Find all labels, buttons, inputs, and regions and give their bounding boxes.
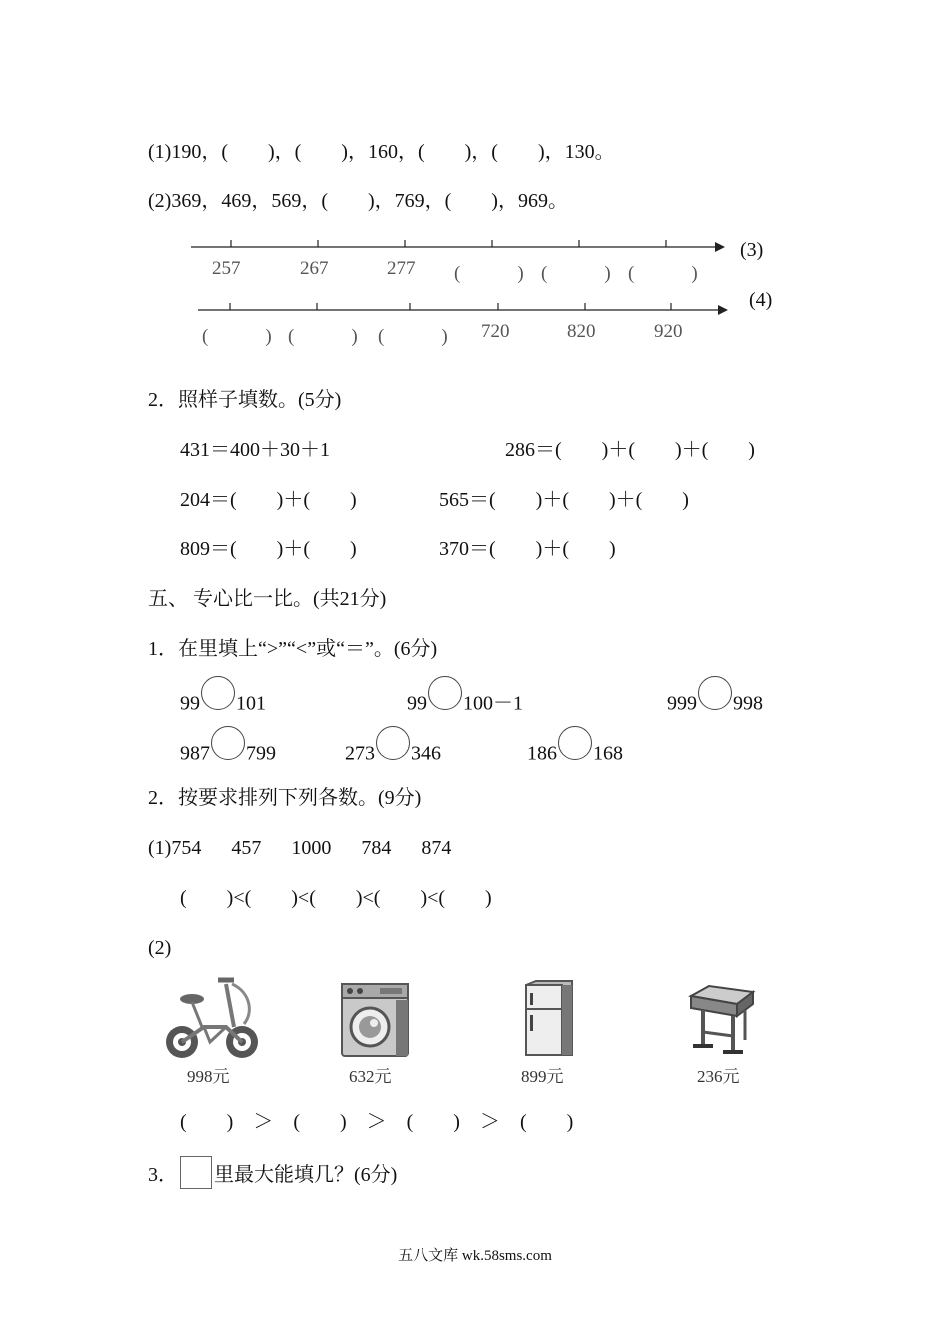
compare-circle[interactable] [698, 676, 732, 710]
part-2-label: (2) [148, 937, 172, 959]
compare-circle[interactable] [558, 726, 592, 760]
tick-label: 267 [300, 258, 329, 279]
sequence-line-1: (1)190，( )，( )，160，( )，( )，130。 [148, 141, 615, 163]
price-bicycle: 998元 [187, 1067, 230, 1086]
comparison-item: 987 799 [180, 738, 276, 772]
order-numbers: (1)754 457 1000 784 874 [148, 837, 452, 859]
comparison-item: 273 346 [345, 738, 441, 772]
tick-blank: ( ) [628, 263, 698, 284]
tick-label: 920 [654, 321, 683, 342]
tick-label: 820 [567, 321, 596, 342]
equation-565: 565＝( )＋( )＋( ) [439, 489, 689, 511]
tick-blank: ( ) [378, 326, 448, 347]
tick-blank: ( ) [454, 263, 524, 284]
tick-blank: ( ) [202, 326, 272, 347]
tick-blank: ( ) [541, 263, 611, 284]
tick-blank: ( ) [288, 326, 358, 347]
compare-circle[interactable] [211, 726, 245, 760]
example-equation: 431＝400＋30＋1 [180, 439, 330, 461]
compare-circle[interactable] [201, 676, 235, 710]
number-line-3 [185, 236, 745, 256]
price-refrigerator: 899元 [521, 1067, 564, 1086]
compare-heading: 1．在里填上“>”“<”或“＝”。(6分) [148, 638, 438, 660]
q3-heading: 3． 里最大能填几？(6分) [148, 1160, 397, 1193]
comparison-item: 99 100－1 [407, 688, 523, 722]
price-order-answer: ( ) ＞ ( ) ＞ ( ) ＞ ( ) [180, 1111, 574, 1133]
number-line-4 [192, 299, 742, 319]
refrigerator-icon [520, 979, 574, 1059]
section-5-heading: 五、 专心比一比。(共21分) [148, 588, 387, 610]
comparison-item: 186 168 [527, 738, 623, 772]
comparison-item: 99 101 [180, 688, 266, 722]
equation-204: 204＝( )＋( ) [180, 489, 357, 511]
compare-circle[interactable] [428, 676, 462, 710]
order-answer: ( )<( )<( )<( )<( ) [180, 887, 492, 909]
answer-box[interactable] [180, 1156, 212, 1189]
number-line-3-label: (3) [740, 239, 764, 261]
equation-809: 809＝( )＋( ) [180, 538, 357, 560]
comparison-item: 999 998 [667, 688, 763, 722]
tick-label: 257 [212, 258, 241, 279]
equation-370: 370＝( )＋( ) [439, 538, 616, 560]
price-washing-machine: 632元 [349, 1067, 392, 1086]
number-line-4-label: (4) [749, 289, 773, 311]
tick-label: 277 [387, 258, 416, 279]
q2-heading: 2．照样子填数。(5分) [148, 389, 342, 411]
price-desk: 236元 [697, 1067, 740, 1086]
tick-label: 720 [481, 321, 510, 342]
sequence-line-2: (2)369，469，569，( )，769，( )，969。 [148, 190, 568, 212]
bicycle-icon [162, 972, 262, 1062]
order-heading: 2．按要求排列下列各数。(9分) [148, 787, 422, 809]
desk-icon [687, 984, 757, 1058]
compare-circle[interactable] [376, 726, 410, 760]
washing-machine-icon [340, 982, 410, 1058]
equation-286: 286＝( )＋( )＋( ) [505, 439, 755, 461]
footer-watermark: 五八文库 wk.58sms.com [398, 1248, 552, 1264]
